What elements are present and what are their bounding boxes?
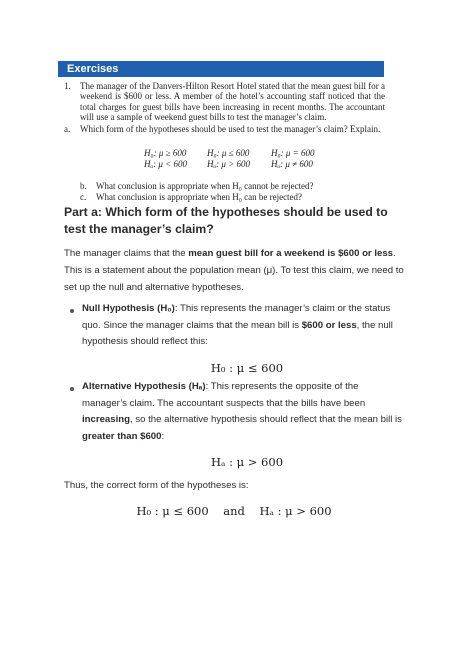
alt-hypothesis-text: Alternative Hypothesis (Hₐ): This represents the opposite of the manager’s claim. The accountant suspects that the bills have been increasing, so the alternative hypothesis should reflect that the mean bill is greater than $600: xyxy=(82,381,402,442)
part-a-label: a. xyxy=(64,124,71,134)
answer-conclusion: Thus, the correct form of the hypotheses is: xyxy=(64,480,249,491)
answer-intro-2: This is a statement about the population mean (μ). To test this claim, we need to set up the null and alternative hypotheses. xyxy=(64,265,404,293)
bullet-dot-null xyxy=(70,309,74,313)
option-1-h0: H₀: μ ≥ 600 xyxy=(144,148,187,158)
exercises-header: Exercises xyxy=(58,61,384,77)
bullet-dot-alt xyxy=(70,387,74,391)
null-hypothesis-text: Null Hypothesis (H₀): This represents the manager’s claim or the status quo. Since the manager claims that the mean bill is $600 or less, the null hypothesis should reflect this: xyxy=(82,303,393,347)
part-c-text: What conclusion is appropriate when H₀ can be rejected? xyxy=(96,192,303,202)
option-2-ha: Hₐ: μ > 600 xyxy=(207,158,250,169)
alt-hypothesis-equation: Hₐ : μ > 600 xyxy=(210,455,284,469)
part-b-text: What conclusion is appropriate when H₀ cannot be rejected? xyxy=(96,181,314,191)
question-text: The manager of the Danvers-Hilton Resort Hotel stated that the mean guest bill for a weekend is $600 or less. A member of the hotel’s accounting staff noticed that the total charges for guest bills have been increasing in recent months. The accountant will use a sample of weekend guest bills to test the manager’s claim. xyxy=(80,81,385,123)
part-c-label: c. xyxy=(80,192,87,202)
option-3-h0: H₀: μ = 600 xyxy=(271,148,315,158)
part-a-text: Which form of the hypotheses should be used to test the manager’s claim? Explain. xyxy=(80,124,381,134)
null-hypothesis-equation: H₀ : μ ≤ 600 xyxy=(210,361,284,375)
option-3-ha: Hₐ: μ ≠ 600 xyxy=(271,158,313,169)
option-2-h0: H₀: μ ≤ 600 xyxy=(207,148,250,158)
answer-heading: Part a: Which form of the hypotheses should be used to test the manager’s claim? xyxy=(64,205,388,236)
hypothesis-option-3 xyxy=(271,148,314,169)
part-b-label: b. xyxy=(80,181,87,191)
option-1-ha: Hₐ: μ < 600 xyxy=(144,158,187,169)
answer-intro-1: The manager claims that the mean guest bill for a weekend is $600 or less. xyxy=(64,248,396,259)
hypothesis-option-1 xyxy=(144,148,187,169)
hypothesis-option-2 xyxy=(207,148,250,169)
question-number: 1. xyxy=(64,81,71,91)
final-hypotheses-equation: H₀ : μ ≤ 600 and Hₐ : μ > 600 xyxy=(136,504,332,518)
